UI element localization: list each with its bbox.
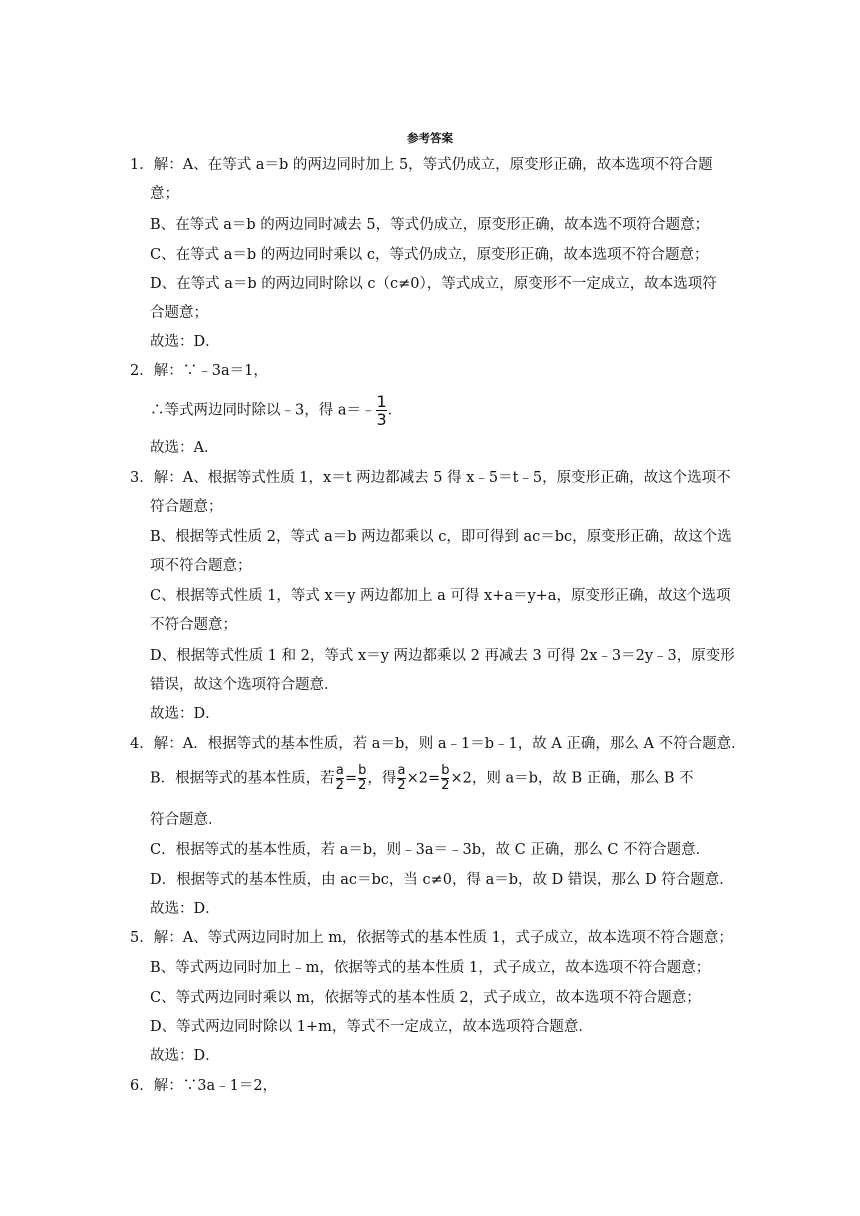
times-two: ×2 [450, 770, 472, 787]
answer-3-line: 不符合题意； [150, 617, 237, 633]
answer-1-line: 1．解：A、在等式 a＝b 的两边同时加上 5，等式仍成立，原变形正确，故本选项不符合题 [130, 157, 713, 173]
answer-6-line: 6．解：∵3a﹣1＝2， [130, 1078, 278, 1094]
answer-1-option-c: C、在等式 a＝b 的两边同时乘以 c，等式仍成立，原变形正确，故本选项不符合题意； [150, 247, 709, 263]
equals-sign: = [344, 770, 358, 787]
fraction-one-third: $\frac{1}{3}$ [376, 392, 387, 429]
answer-3-option-c: C、根据等式性质 1，等式 x＝y 两边都加上 a 可得 x+a＝y+a，原变形正确，故这个选项 [150, 588, 731, 604]
answer-5-choice: 故选：D． [150, 1048, 220, 1064]
answer-4-choice: 故选：D． [150, 901, 220, 917]
answer-5-option-b: B、等式两边同时加上﹣m，依据等式的基本性质 1，式子成立，故本选项不符合题意； [150, 960, 711, 976]
answer-3-line: 错误，故这个选项符合题意． [150, 677, 339, 693]
answer-2-text: ∴等式两边同时除以﹣3，得 a＝﹣ [150, 402, 376, 419]
answer-2-text-end: ． [387, 402, 403, 419]
answer-4-option-d: D．根据等式的基本性质，由 ac＝bc，当 c≠0，得 a＝b，故 D 错误，那么 D 符合题意． [150, 872, 734, 888]
answer-5-option-a: 5．解：A、等式两边同时加上 m，依据等式的基本性质 1，式子成立，故本选项不符合题意； [130, 930, 733, 946]
answer-3-option-b: B、根据等式性质 2，等式 a＝b 两边都乘以 c，即可得到 ac＝bc，原变形正确，故这个选 [150, 529, 732, 545]
answer-2-formula [150, 393, 402, 428]
answer-3-choice: 故选：D． [150, 706, 220, 722]
fraction-b-over-2: $\frac{b}{2}$ [441, 763, 450, 793]
answer-4-option-a: 4．解：A．根据等式的基本性质，若 a＝b，则 a﹣1＝b﹣1，故 A 正确，那么 A 不符合题意． [130, 736, 746, 752]
answer-2-line: 2．解：∵﹣3a＝1， [130, 363, 268, 379]
answer-1-option-d: D、在等式 a＝b 的两边同时除以 c（c≠0），等式成立，原变形不一定成立，故本选项符 [150, 276, 717, 292]
answer-1-line: 意； [150, 186, 179, 202]
answer-2-choice: 故选：A． [150, 440, 219, 456]
answer-5-option-c: C、等式两边同时乘以 m，依据等式的基本性质 2，式子成立，故本选项不符合题意； [150, 990, 701, 1006]
answer-3-line: 3．解：A、根据等式性质 1，x＝t 两边都减去 5 得 x﹣5＝t﹣5，原变形正确，故这个选项不 [130, 470, 731, 486]
answer-3-line: 项不符合题意； [150, 558, 252, 574]
fraction-b-over-2: $\frac{b}{2}$ [358, 763, 367, 793]
answer-1-choice: 故选：D． [150, 334, 220, 350]
answer-4-option-b [150, 764, 694, 793]
answer-4-b-text: ，得 [367, 770, 397, 787]
fraction-a-over-2: $\frac{a}{2}$ [335, 763, 344, 793]
times-two: ×2= [406, 770, 441, 787]
answer-1-option-b: B、在等式 a＝b 的两边同时减去 5，等式仍成立，原变形正确，故本选不项符合题意； [150, 217, 710, 233]
answer-3-line: 符合题意； [150, 499, 223, 515]
answer-3-option-d: D、根据等式性质 1 和 2，等式 x＝y 两边都乘以 2 再减去 3 可得 2x﹣3＝2y﹣3，原变形 [150, 648, 735, 664]
answer-4-b-text: B．根据等式的基本性质，若 [150, 770, 335, 787]
answer-4-option-c: C．根据等式的基本性质，若 a＝b，则﹣3a＝﹣3b，故 C 正确，那么 C 不符合题意． [150, 842, 711, 858]
answer-5-option-d: D、等式两边同时除以 1+m，等式不一定成立，故本选项符合题意． [150, 1019, 593, 1035]
answer-4-b-text: ，则 a＝b，故 B 正确，那么 B 不 [471, 770, 694, 787]
fraction-a-over-2: $\frac{a}{2}$ [397, 763, 406, 793]
page-title: 参考答案 [407, 131, 453, 145]
answer-1-line: 合题意； [150, 305, 208, 321]
answer-4-line: 符合题意． [150, 812, 223, 828]
